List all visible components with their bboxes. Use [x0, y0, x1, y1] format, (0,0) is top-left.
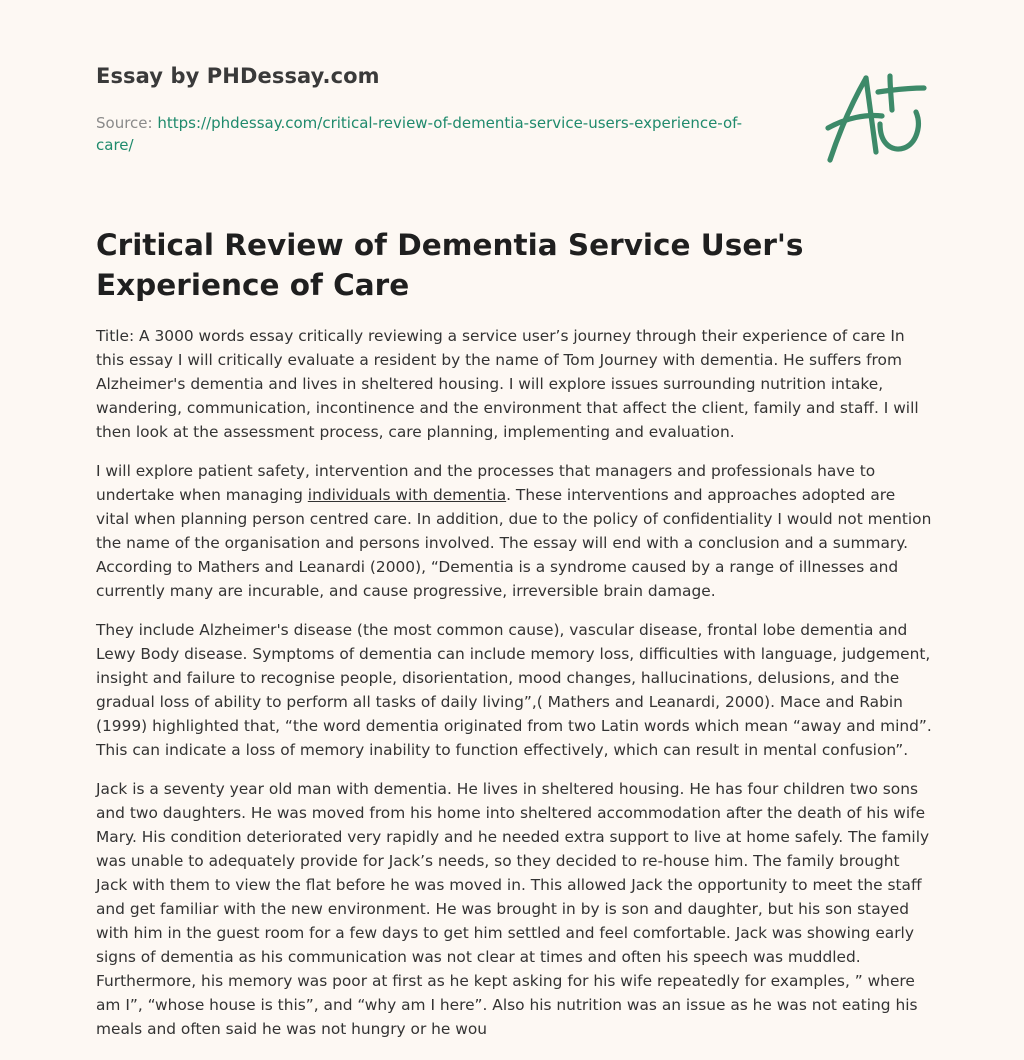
source-line [96, 112, 746, 156]
paragraph-4: Jack is a seventy year old man with dementia. He lives in sheltered housing. He has four children two sons and two daughters. He was moved from his home into sheltered accommodation after the death of his wife Mary. His condition deteriorated very rapidly and he needed extra support to live at home safely. The family was unable to adequately provide for Jack’s needs, so they decided to re-house him. The family brought Jack with them to view the flat before he was moved in. This allowed Jack the opportunity to meet the staff and get familiar with the new environment. He was brought in by is son and daughter, but his son stayed with him in the guest room for a few days to get him settled and feel comfortable. Jack was showing early signs of dementia as his communication was not clear at times and often his speech was muddled. Furthermore, his memory was poor at first as he kept asking for his wife repeatedly for examples, ” where am I”, “whose house is this”, and “why am I here”. Also his nutrition was an issue as he was not eating his meals and often said he was not hungry or he wou [96, 780, 930, 1038]
source-link[interactable]: https://phdessay.com/critical-review-of-dementia-service-users-experience-of-care/ [96, 114, 743, 154]
brand-title: Essay by PHDessay.com [96, 64, 380, 88]
a-plus-logo-icon [820, 66, 930, 166]
essay-body [96, 324, 932, 1056]
paragraph-3: They include Alzheimer's disease (the most common cause), vascular disease, frontal lobe dementia and Lewy Body disease. Symptoms of dementia can include memory loss, difficulties with language, judgement, insight and failure to recognise people, disorientation, mood changes, hallucinations, delusions, and the gradual loss of ability to perform all tasks of daily living”,( Mathers and Leanardi, 2000). Mace and Rabin (1999) highlighted that, “the word dementia originated from two Latin words which mean “away and mind”. This can indicate a loss of memory inability to function effectively, which can result in mental confusion”. [96, 621, 932, 759]
paragraph-1: Title: A 3000 words essay critically reviewing a service user’s journey through their experience of care In this essay I will critically evaluate a resident by the name of Tom Journey with dementia. He suffers from Alzheimer's dementia and lives in sheltered housing. I will explore issues surrounding nutrition intake, wandering, communication, incontinence and the environment that affect the client, family and staff. I will then look at the assessment process, care planning, implementing and evaluation. [96, 327, 919, 441]
source-label: Source: [96, 114, 153, 132]
individuals-with-dementia-link[interactable]: individuals with dementia [307, 486, 507, 504]
paragraph-2-start: I will explore patient safety, intervention and the processes that managers and professionals have to undertake when managing [96, 462, 876, 504]
paragraph-2 [96, 459, 932, 603]
paragraph-2-end: . These interventions and approaches adopted are vital when planning person centred care. In addition, due to the policy of confidentiality I would not mention the name of the organisation and persons involved. The essay will end with a conclusion and a summary. According to Mathers and Leanardi (2000), “Dementia is a syndrome caused by a range of illnesses and currently many are incurable, and cause progressive, irreversible brain damage. [96, 486, 932, 600]
page-title: Critical Review of Dementia Service User's Experience of Care [96, 228, 804, 302]
